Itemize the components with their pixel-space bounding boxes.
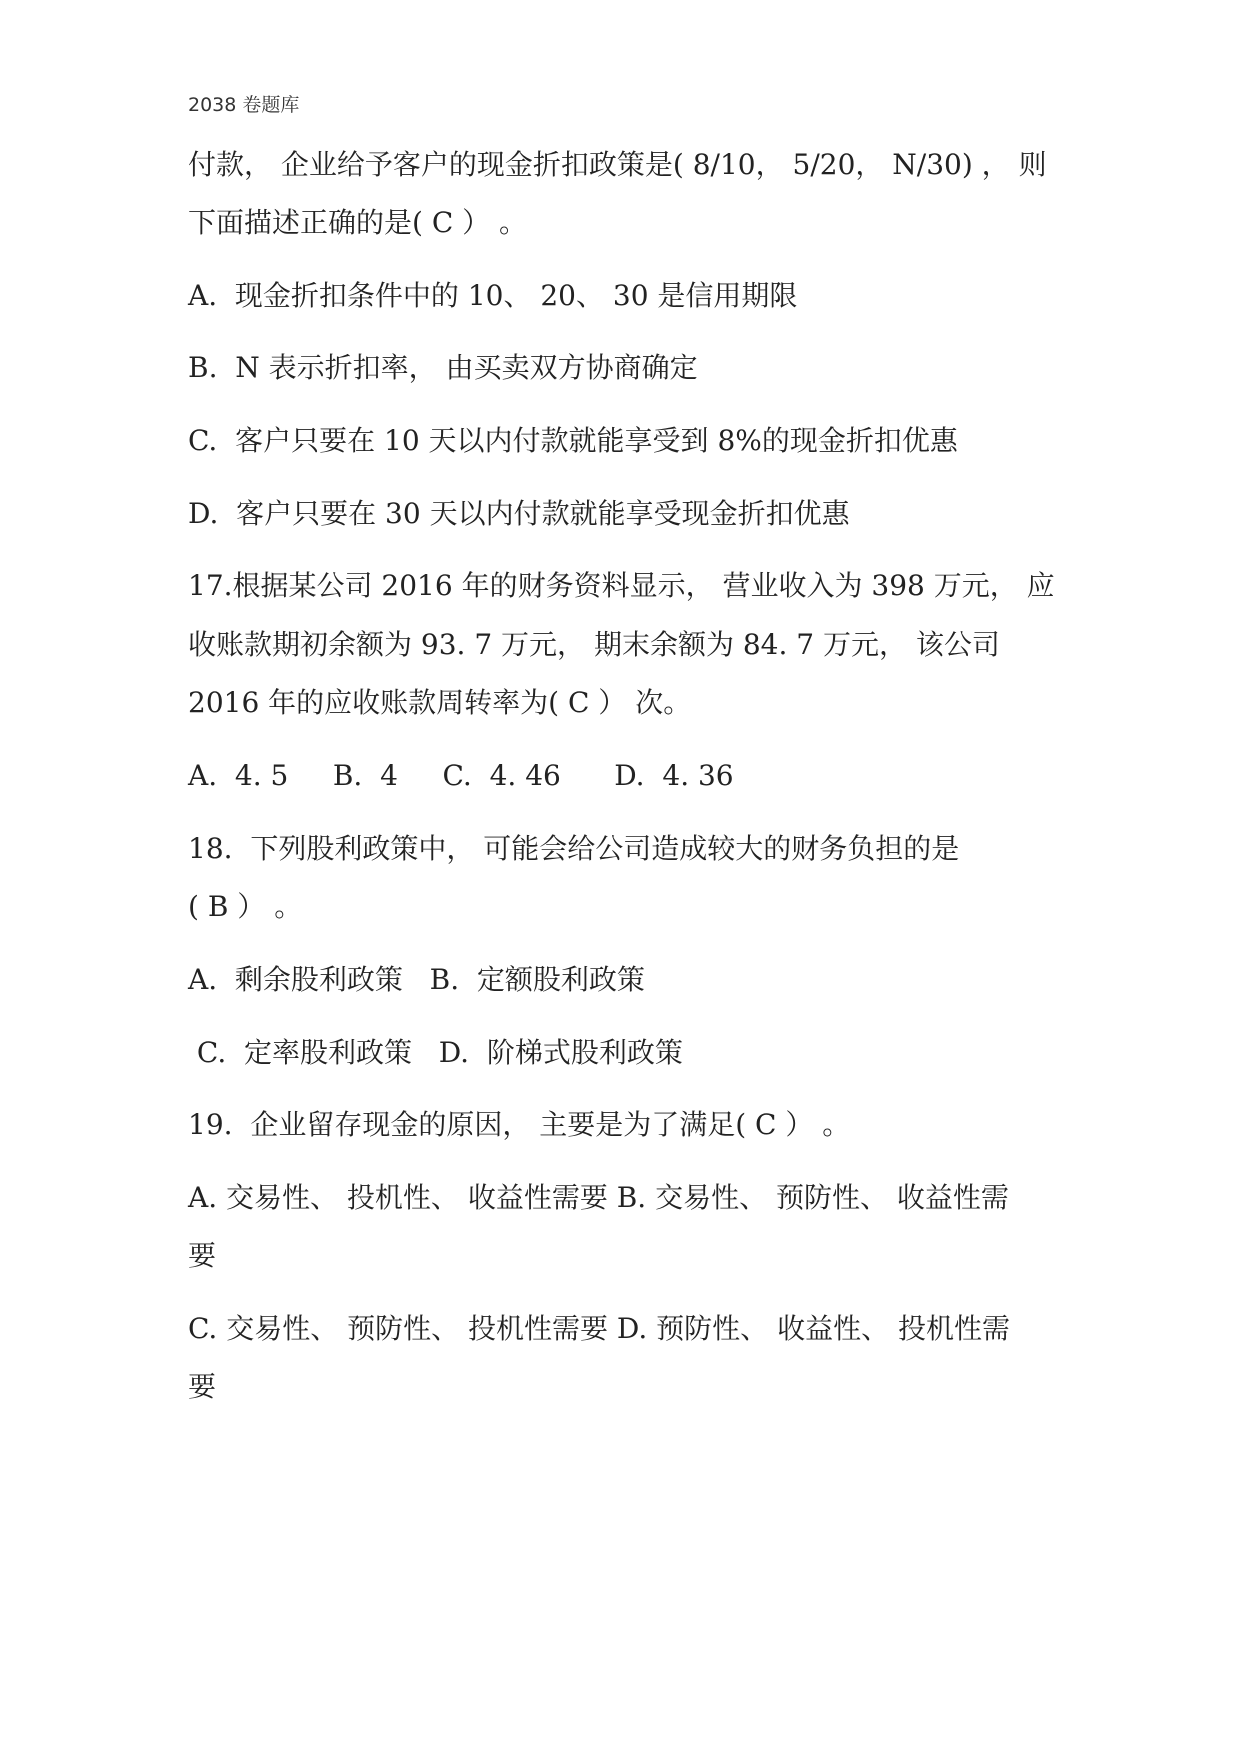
- text-line: 下面描述正确的是( C ） 。: [188, 206, 528, 239]
- question-17-line: 2016 年的应收账款周转率为( C ） 次。: [188, 686, 692, 719]
- question-18-line: 18. 下列股利政策中， 可能会给公司造成较大的财务负担的是: [188, 832, 960, 865]
- question-18-line: ( B ） 。: [188, 890, 303, 923]
- document-header: 2038 卷题库: [188, 94, 300, 116]
- option-line: 要: [188, 1239, 217, 1272]
- option-line: C. 定率股利政策 D. 阶梯式股利政策: [188, 1036, 683, 1069]
- option-line: A. 4. 5 B. 4 C. 4. 46 D. 4. 36: [188, 759, 734, 792]
- question-19-line: 19. 企业留存现金的原因， 主要是为了满足( C ） 。: [188, 1108, 851, 1141]
- text-line: 付款， 企业给予客户的现金折扣政策是( 8/10， 5/20， N/30) ， 则: [188, 148, 1047, 181]
- option-line: A. 交易性、 投机性、 收益性需要 B. 交易性、 预防性、 收益性需: [188, 1181, 1009, 1214]
- option-line: A. 剩余股利政策 B. 定额股利政策: [188, 963, 645, 996]
- question-17-line: 收账款期初余额为 93. 7 万元， 期末余额为 84. 7 万元， 该公司: [188, 628, 1000, 661]
- option-line: D. 客户只要在 30 天以内付款就能享受现金折扣优惠: [188, 497, 850, 530]
- option-line: 要: [188, 1370, 217, 1403]
- question-17-line: 17.根据某公司 2016 年的财务资料显示， 营业收入为 398 万元， 应: [188, 569, 1055, 602]
- option-line: C. 客户只要在 10 天以内付款就能享受到 8%的现金折扣优惠: [188, 424, 958, 457]
- option-line: A. 现金折扣条件中的 10、 20、 30 是信用期限: [188, 279, 798, 312]
- option-line: B. N 表示折扣率， 由买卖双方协商确定: [188, 351, 698, 384]
- option-line: C. 交易性、 预防性、 投机性需要 D. 预防性、 收益性、 投机性需: [188, 1312, 1010, 1345]
